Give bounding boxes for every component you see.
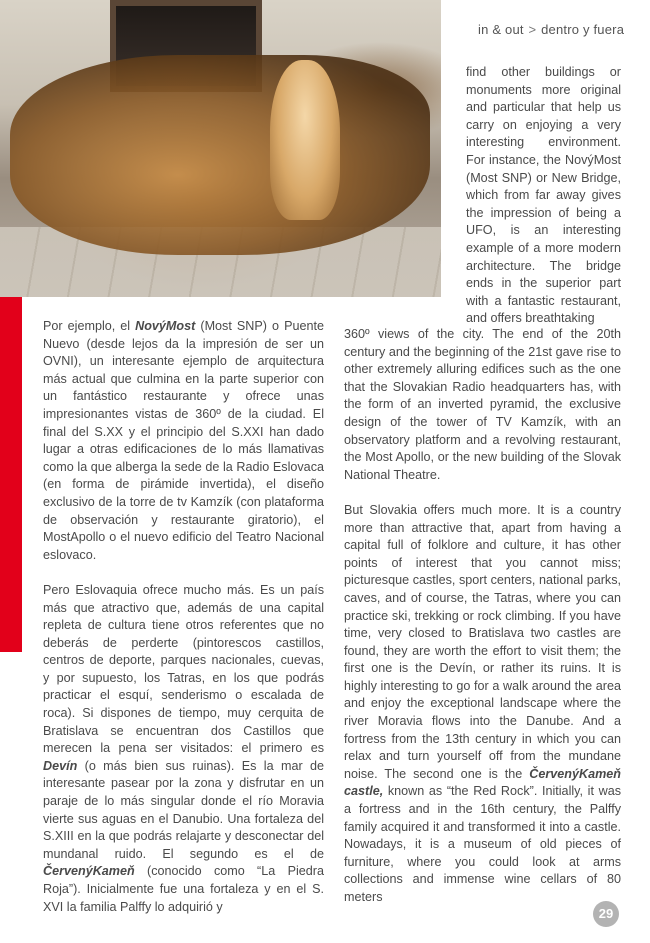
header-separator: > [528, 22, 537, 37]
section-header [478, 22, 624, 37]
spanish-column [43, 318, 324, 934]
page-number: 29 [593, 901, 619, 927]
castle-name-cerveny-en: ČervenýKameň castle, [344, 766, 621, 799]
english-paragraph-2: But Slovakia offers much more. It is a country more than attractive that, apart from having a capital full of folklore and culture, it has other points of interest that you cannot miss; picturesque castles, sport centers, national parks, caves, and of course, the Tatras, where you can practice ski, trekking or rock climbing. If you have time, very closed to Bratislava two castles are found, they are worth the effort to visit them; the first one is the Devín, or rather its ruins. It is highly interesting to go for a walk around the area and enjoy the exceptional landscape where the river Moravia flows into the Danube. And a fortress from the 13th century in which you can relax and turn yourself off from the mundane noise. The second one is the ČervenýKameň castle, known as “the Red Rock”. Initially, it was a fortress and in the 16th century, the Palffy family acquired it and transformed it into a castle. Nowadays, it is a museum of old pieces of furniture, where you could look at arms collections and immense wine cellars of 80 meters [344, 502, 621, 904]
english-column-top [466, 64, 621, 346]
castle-name-cerveny: ČervenýKameň [43, 864, 135, 879]
spanish-paragraph-1: Por ejemplo, el NovýMost (Most SNP) o Puente Nuevo (desde lejos da la impresión de ser un OVNI), un interesante ejemplo de arquitectura más actual que culmina en la parte superior con un fantástico restaurante y ofrece unas impresionantes vistas de 360º de la ciudad. El final del S.XX y el principio del S.XXI han dado lugar a otras edificaciones de lo más llamativas como la que alberga la sede de la Radio Eslovaca (en forma de pirámide invertida), el diseño exclusivo de la torre de tv Kamzík (con plataforma de observación y restaurante giratorio), el MostApollo o el nuevo edificio del Teatro Nacional eslovaco. [43, 319, 324, 562]
castle-name-devin: Devín [43, 758, 78, 773]
english-paragraph-intro: find other buildings or monuments more original and particular that help us carry on enjoying a very interesting environment. For instance, the NovýMost (Most SNP) or New Bridge, which from far away gives the impression of being a UFO, is an interesting example of a more modern architecture. The bridge ends in the superior part with a fantastic restaurant, and offers breathtaking [466, 65, 621, 326]
english-paragraph-1: 360º views of the city. The end of the 20th century and the beginning of the 21st gave rise to other extremely alluring edifices such as the one that the Slovakian Radio headquarters has, with the form of an inverted pyramid, the exclusive design of the tower of TV Kamzík, with an observatory platform and a revolving restaurant, the Most Apollo, or the new building of the Slovak National Theatre. [344, 327, 621, 482]
english-column [344, 326, 621, 924]
bridge-name: NovýMost [135, 319, 196, 333]
gilded-sled-body [10, 55, 430, 255]
red-accent-bar [0, 297, 22, 652]
header-spanish: dentro y fuera [541, 22, 625, 37]
carved-sled-photo [0, 0, 441, 297]
cherub-figure [270, 60, 340, 220]
spanish-paragraph-2: Pero Eslovaquia ofrece mucho más. Es un país más que atractivo que, además de una capital repleta de cultura tiene otros referentes que no deberás de perderte (pintorescos castillos, centros de deporte, parques nacionales, cuevas, y por supuesto, los Tatras, en los que podrás practicar el esquí, senderismo o escalada de roca). Si dispones de tiempo, muy cerquita de Bratislava se encuentran dos Castillos que merecen la pena ser visitados: el primero es Devín (o más bien sus ruinas). Es la mar de interesante pasear por la zona y disfrutar en un paraje de lo más singular donde el río Moravia vierte sus aguas en el Danubio. Una fortaleza del S.XIII en la que podrás relajarte y desconectar del mundanal ruido. El segundo es el de ČervenýKameň (conocido como “La Piedra Roja”). Inicialmente fue una fortaleza y en el S. XVI la familia Palffy lo adquirió y [43, 582, 324, 914]
header-english: in & out [478, 22, 524, 37]
